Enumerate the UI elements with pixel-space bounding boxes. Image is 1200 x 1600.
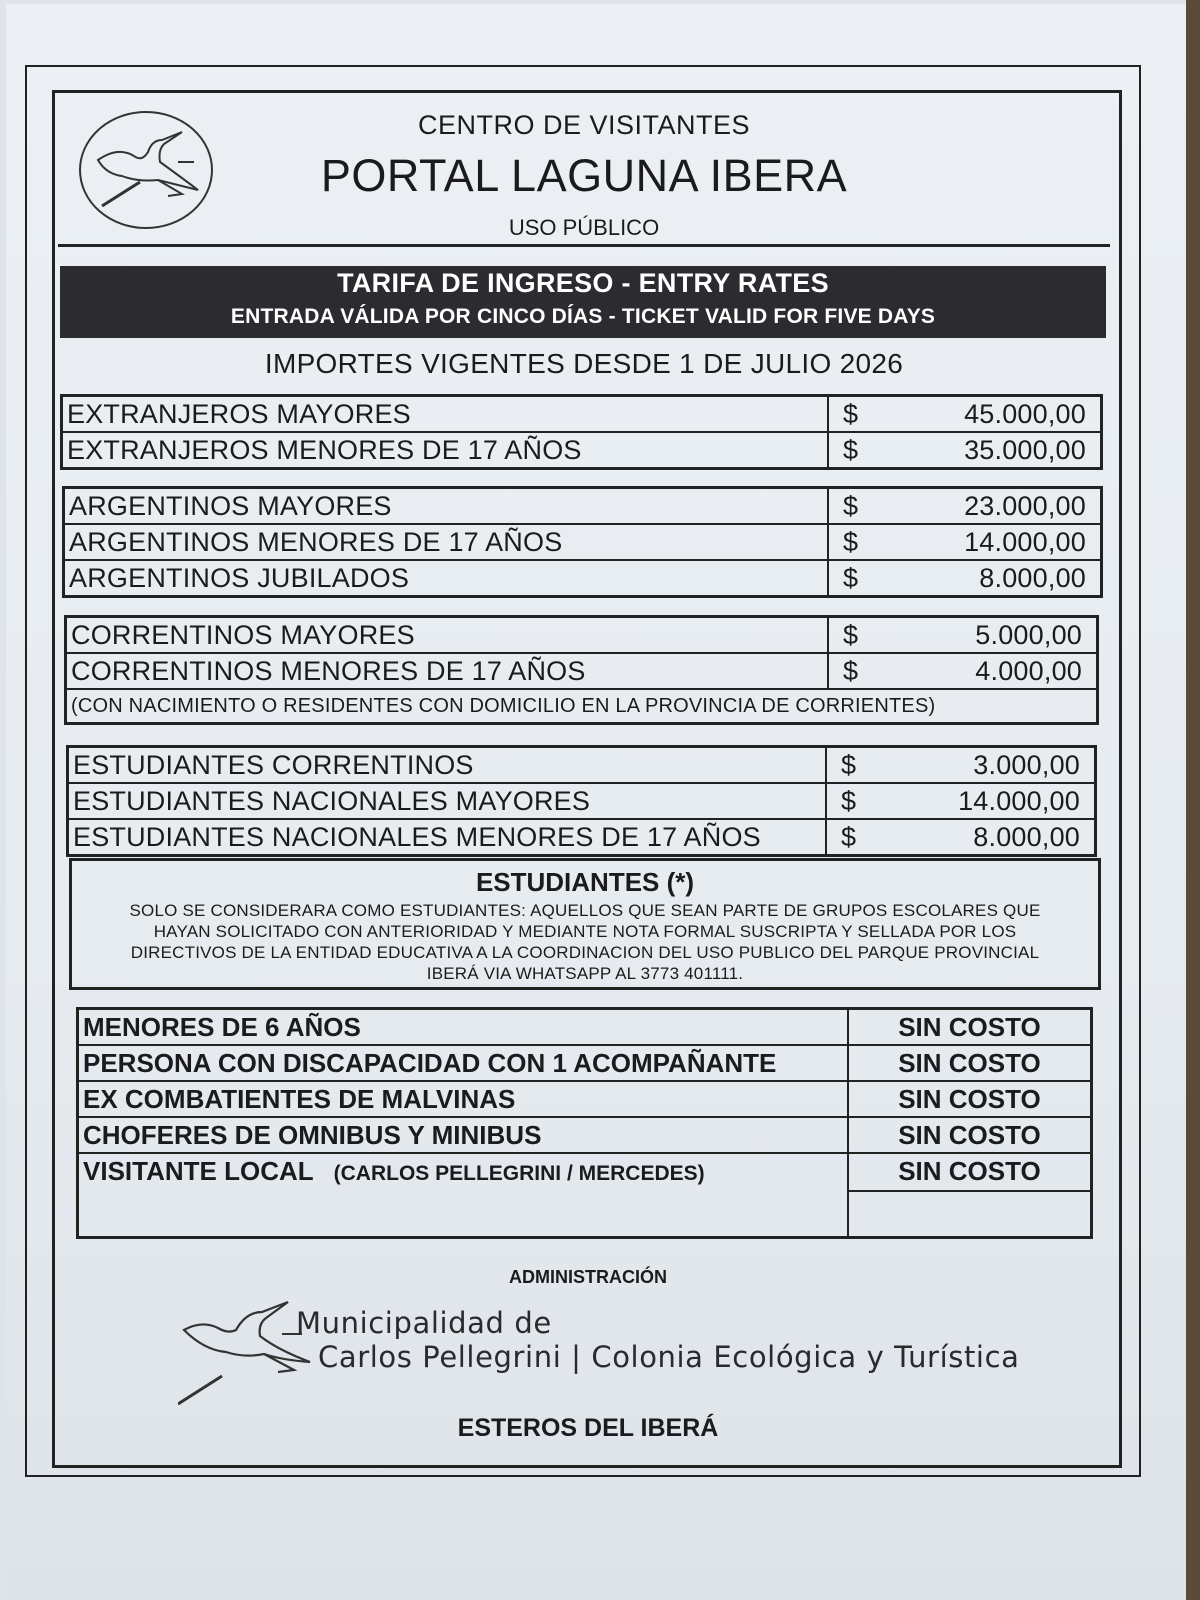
rate-label: CORRENTINOS MENORES DE 17 AÑOS — [66, 653, 829, 689]
free-value — [848, 1191, 1092, 1238]
table-row — [78, 1191, 1092, 1238]
rate-amount: 14.000,00 — [873, 524, 1102, 560]
admin-label: ADMINISTRACIÓN — [509, 1267, 667, 1287]
students-note-box — [69, 858, 1101, 990]
rate-amount: 4.000,00 — [873, 653, 1098, 689]
banner-title: TARIFA DE INGRESO - ENTRY RATES — [337, 268, 829, 298]
municipality-subtitle: Carlos Pellegrini | Colonia Ecológica y Turística — [318, 1340, 1020, 1374]
effective-date: IMPORTES VIGENTES DESDE 1 DE JULIO 2026 — [264, 348, 904, 379]
table-row — [66, 617, 1098, 654]
table-row — [64, 524, 1102, 560]
rate-amount: 23.000,00 — [873, 488, 1102, 525]
currency-sign: $ — [828, 524, 873, 560]
page-title: PORTAL LAGUNA IBERA — [320, 150, 848, 201]
table-row — [78, 1009, 1092, 1046]
free-label — [78, 1191, 849, 1238]
rate-label: ESTUDIANTES NACIONALES MAYORES — [68, 783, 827, 819]
free-entry-table — [76, 1007, 1093, 1239]
table-row — [62, 396, 1102, 433]
table-row — [78, 1081, 1092, 1117]
currency-sign: $ — [828, 396, 873, 433]
rates-table-students — [66, 745, 1097, 857]
wall-edge — [1186, 0, 1200, 1600]
students-title: ESTUDIANTES (*) — [475, 867, 695, 897]
free-value: SIN COSTO — [848, 1045, 1092, 1081]
currency-sign: $ — [826, 747, 871, 784]
table-row — [68, 747, 1096, 784]
municipality-name: Municipalidad de — [296, 1306, 552, 1340]
free-label: PERSONA CON DISCAPACIDAD CON 1 ACOMPAÑANTE — [78, 1045, 849, 1081]
rate-label: CORRENTINOS MAYORES — [66, 617, 829, 654]
rate-label: EXTRANJEROS MAYORES — [62, 396, 829, 433]
free-label: MENORES DE 6 AÑOS — [78, 1009, 849, 1046]
table-row — [68, 819, 1096, 856]
free-label-sub: (CARLOS PELLEGRINI / MERCEDES) — [333, 1162, 705, 1185]
table-row — [68, 783, 1096, 819]
rate-label: ARGENTINOS JUBILADOS — [64, 560, 829, 597]
table-row — [78, 1153, 1092, 1191]
rates-banner — [60, 266, 1106, 338]
footer-title: ESTEROS DEL IBERÁ — [457, 1414, 719, 1442]
currency-sign: $ — [826, 783, 871, 819]
table-row — [78, 1117, 1092, 1153]
table-row — [66, 653, 1098, 689]
rate-label: ARGENTINOS MAYORES — [64, 488, 829, 525]
header-usage: USO PÚBLICO — [508, 215, 660, 240]
rate-amount: 45.000,00 — [873, 396, 1102, 433]
table-row — [78, 1045, 1092, 1081]
currency-sign: $ — [828, 653, 873, 689]
free-label: VISITANTE LOCAL (CARLOS PELLEGRINI / MERCEDES) — [78, 1153, 849, 1191]
rate-label: ARGENTINOS MENORES DE 17 AÑOS — [64, 524, 829, 560]
table-row — [66, 689, 1098, 724]
rate-amount: 8.000,00 — [873, 560, 1102, 597]
free-label: EX COMBATIENTES DE MALVINAS — [78, 1081, 849, 1117]
rates-table-correntinos — [64, 615, 1099, 725]
free-value: SIN COSTO — [848, 1117, 1092, 1153]
banner-subtitle: ENTRADA VÁLIDA POR CINCO DÍAS - TICKET VALID FOR FIVE DAYS — [230, 305, 936, 328]
rate-amount: 3.000,00 — [871, 747, 1096, 784]
currency-sign: $ — [828, 488, 873, 525]
free-value: SIN COSTO — [848, 1009, 1092, 1046]
rate-amount: 14.000,00 — [871, 783, 1096, 819]
currency-sign: $ — [828, 432, 873, 469]
free-value: SIN COSTO — [848, 1081, 1092, 1117]
currency-sign: $ — [828, 617, 873, 654]
free-value: SIN COSTO — [848, 1153, 1092, 1191]
rate-label: EXTRANJEROS MENORES DE 17 AÑOS — [62, 432, 829, 469]
rate-label: ESTUDIANTES CORRENTINOS — [68, 747, 827, 784]
rate-label: ESTUDIANTES NACIONALES MENORES DE 17 AÑOS — [68, 819, 827, 856]
rates-table-argentines — [62, 486, 1103, 598]
rate-amount: 35.000,00 — [873, 432, 1102, 469]
rate-amount: 8.000,00 — [871, 819, 1096, 856]
students-text: SOLO SE CONSIDERARA COMO ESTUDIANTES: AQUELLOS QUE SEAN PARTE DE GRUPOS ESCOLARES QUE HAYAN SOLICITADO CON ANTERIORIDAD Y MEDIANTE NOTA FORMAL SUSCRIPTA Y SELLADA POR LOS DIRECTIVOS DE LA ENTIDAD EDUCATIVA A LA COORDINACION DEL USO PUBLICO DEL PARQUE PROVINCIAL IBERÁ VIA WHATSAPP AL 3773 401111. — [129, 901, 1041, 983]
table-row — [64, 560, 1102, 597]
table-row — [64, 488, 1102, 525]
rates-table-foreigners — [60, 394, 1103, 470]
currency-sign: $ — [828, 560, 873, 597]
residency-note: (CON NACIMIENTO O RESIDENTES CON DOMICILIO EN LA PROVINCIA DE CORRIENTES) — [66, 689, 1098, 724]
rate-amount: 5.000,00 — [873, 617, 1098, 654]
table-row — [62, 432, 1102, 469]
header-subtitle: CENTRO DE VISITANTES — [417, 110, 751, 140]
currency-sign: $ — [826, 819, 871, 856]
free-label: CHOFERES DE OMNIBUS Y MINIBUS — [78, 1117, 849, 1153]
